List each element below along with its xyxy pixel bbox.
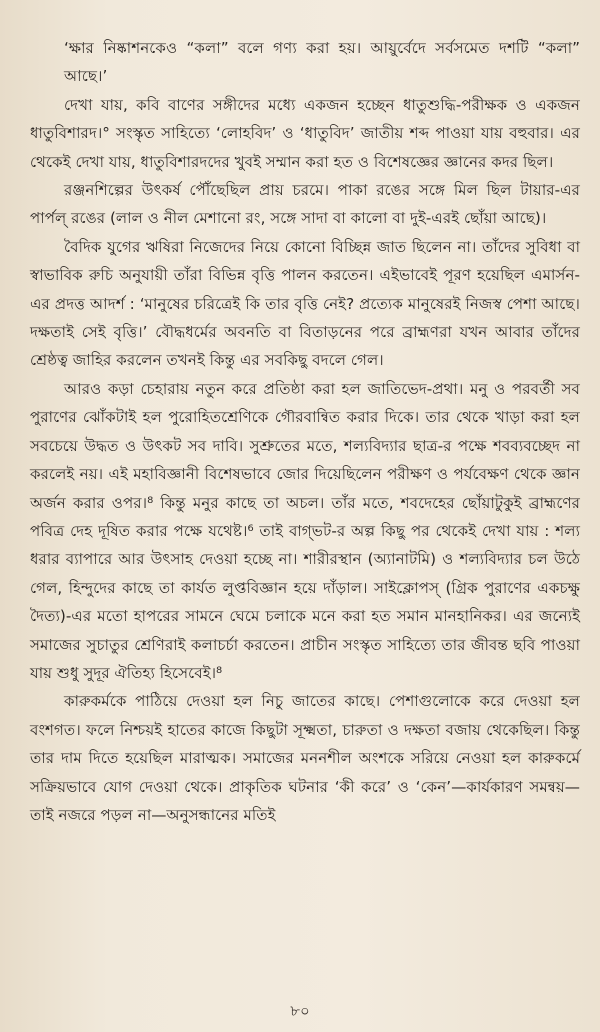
paragraph-1: ‘ক্ষার নিষ্কাশনকেও “কলা” বলে গণ্য করা হয়। আয়ুর্বেদে সর্বসমেত দশটি “কলা” আছে।’	[64, 39, 580, 86]
paragraph-3: রঞ্জনশিল্পের উৎকর্ষ পৌঁছেছিল প্রায় চরমে। পাকা রঙের সঙ্গে মিল ছিল টায়ার-এর পার্পল্ রঙের (লাল ও নীল মেশানো রং, সঙ্গে সাদা বা কালো বা দুই-এরই ছোঁয়া আছে)।	[30, 181, 580, 228]
page-number: ৮০	[290, 1002, 310, 1020]
paragraph-5: আরও কড়া চেহারায় নতুন করে প্রতিষ্ঠা করা হল জাতিভেদ-প্রথা। মনু ও পরবর্তী সব পুরাণের ঝোঁকটাই হল পুরোহিতশ্রেণিকে গৌরবান্বিত করার দিকে। তার থেকে খাড়া করা হল সবচেয়ে উদ্ধত ও উৎকট সব দাবি। সুশ্রুতের মতে, শল্যবিদ্যার ছাত্র-র পক্ষে শবব্যবচ্ছেদ না করলেই নয়। এই মহাবিজ্ঞানী বিশেষভাবে জোর দিয়েছিলেন পরীক্ষণ ও পর্যবেক্ষণ থেকে জ্ঞান অর্জন করার ওপর।⁸ কিন্তু মনুর কাছে তা অচল। তাঁর মতে, শবদেহের ছোঁয়াটুকুই ব্রাহ্মণের পবিত্র দেহ দূষিত করার পক্ষে যথেষ্ট।⁶ তাই বাগ্‌ভট-র অল্প কিছু পর থেকেই দেখা যায় : শল্য ধরার ব্যাপারে আর উৎসাহ দেওয়া হচ্ছে না। শারীরস্থান (অ্যানাটমি) ও শল্যবিদ্যার চল উঠে গেল, হিন্দুদের কাছে তা কার্যত লুপ্তবিজ্ঞান হয়ে দাঁড়াল। সাইক্লোপস্ (গ্রিক পুরাণের একচক্ষু দৈত্য)-এর মতো হাপরের সামনে ঘেমে চলাকে মনে করা হত সমান মানহানিকর। এর জন্যেই সমাজের সুচাতুর শ্রেণিরাই কলাচর্চা করতেন। প্রাচীন সংস্কৃত সাহিত্যে তার জীবন্ত ছবি পাওয়া যায় শুধু সুদূর ঐতিহ্য হিসেবেই।⁸	[30, 379, 580, 682]
paragraph-2: দেখা যায়, কবি বাণের সঙ্গীদের মধ্যে একজন হচ্ছেন ধাতুশুদ্ধি-পরীক্ষক ও একজন ধাতুবিশারদ।° সংস্কৃত সাহিত্যে ‘লোহবিদ’ ও ‘ধাতুবিদ’ জাতীয় শব্দ পাওয়া যায় বহুবার। এর থেকেই দেখা যায়, ধাতুবিশারদদের খুবই সম্মান করা হত ও বিশেষজ্ঞের জ্ঞানের কদর ছিল।	[30, 95, 580, 171]
paragraph-4: বৈদিক যুগের ঋষিরা নিজেদের নিয়ে কোনো বিচ্ছিন্ন জাত ছিলেন না। তাঁদের সুবিধা বা স্বাভাবিক রুচি অনুযায়ী তাঁরা বিভিন্ন বৃত্তি পালন করতেন। এইভাবেই পূরণ হয়েছিল এমার্সন-এর প্রদত্ত আদর্শ : ‘মানুষের চরিত্রেই কি তার বৃত্তি নেই? প্রত্যেক মানুষেরই নিজস্ব পেশা আছে। দক্ষতাই সেই বৃত্তি।’ বৌদ্ধধর্মের অবনতি বা বিতাড়নের পরে ব্রাহ্মণরা যখন আবার তাঁদের শ্রেষ্ঠত্ব জাহির করলেন তখনই কিন্তু এর সবকিছু বদলে গেল।	[30, 237, 580, 370]
paragraph-6: কারুকর্মকে পাঠিয়ে দেওয়া হল নিচু জাতের কাছে। পেশাগুলোকে করে দেওয়া হল বংশগত। ফলে নিশ্চয়ই হাতের কাজে কিছুটা সূক্ষ্মতা, চারুতা ও দক্ষতা বজায় থেকেছিল। কিন্তু তার দাম দিতে হয়েছিল মারাত্মক। সমাজের মননশীল অংশকে সরিয়ে নেওয়া হল কারুকর্মে সক্রিয়ভাবে যোগ দেওয়া থেকে। প্রাকৃতিক ঘটনার ‘কী করে’ ও ‘কেন’—কার্যকারণ সমন্বয়—তাই নজরে পড়ল না—অনুসন্ধানের মতিই	[30, 692, 580, 824]
body-text	[30, 34, 580, 829]
